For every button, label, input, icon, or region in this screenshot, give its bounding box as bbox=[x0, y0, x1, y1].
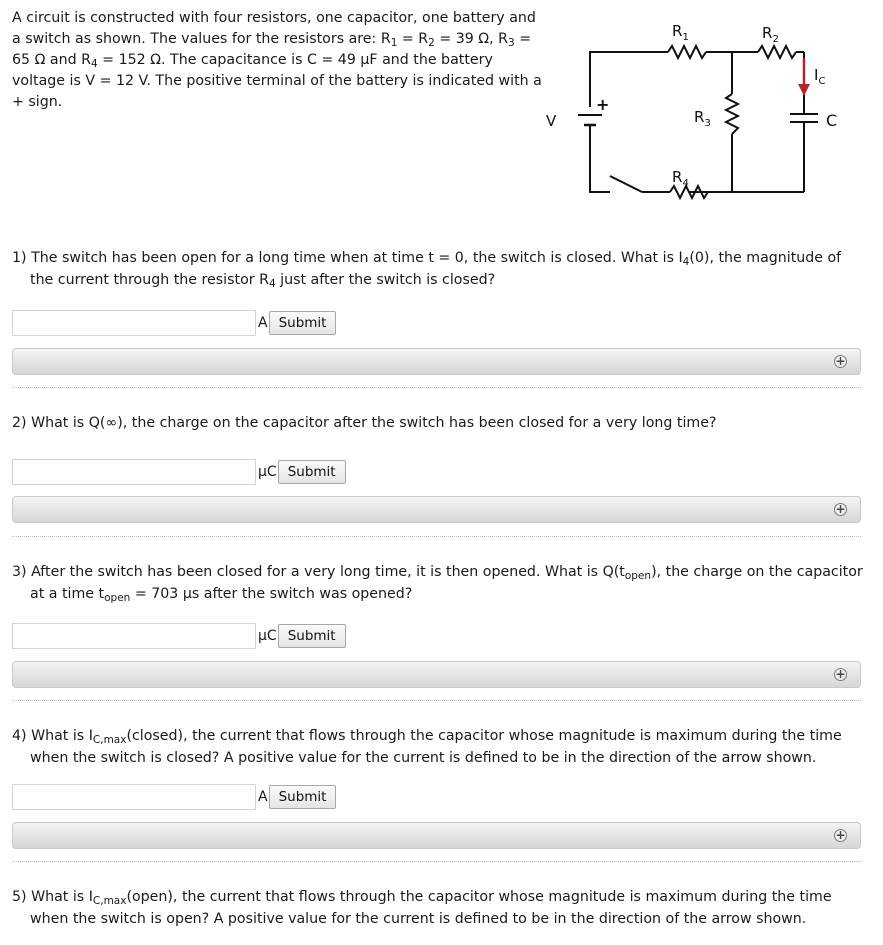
resistor-r2 bbox=[758, 46, 796, 58]
wire-left-bottom bbox=[590, 136, 610, 192]
expand-plus-icon[interactable]: + bbox=[835, 667, 846, 681]
expand-plus-icon[interactable]: + bbox=[835, 828, 846, 842]
submit-button-4[interactable]: Submit bbox=[269, 785, 337, 809]
unit-label-4: A bbox=[258, 789, 268, 805]
switch-arm bbox=[610, 176, 642, 192]
divider-1 bbox=[12, 387, 861, 388]
submit-button-1[interactable]: Submit bbox=[269, 311, 337, 335]
label-v: V bbox=[546, 112, 557, 130]
unit-label-1: A bbox=[258, 315, 268, 331]
submit-button-2[interactable]: Submit bbox=[278, 460, 346, 484]
answer-input-2[interactable] bbox=[12, 459, 256, 485]
answer-row-4 bbox=[12, 784, 336, 810]
hint-bar-1[interactable] bbox=[12, 348, 861, 375]
problem-statement: A circuit is constructed with four resistors, one capacitor, one battery and a switch as shown. The values for the resistors are: $R_1 = R_2 = 39$ Ω, $R_3 = 65$ Ω and $R_4 = 152$ Ω. The capacitance is C = 49 μF and the battery voltage is V = 12 V. The positive terminal of the battery is indicated with a + sign. bbox=[12, 10, 542, 110]
answer-row-1 bbox=[12, 310, 336, 336]
label-ic: $I_C$ bbox=[814, 66, 826, 87]
question-2: 2) What is Q(∞), the charge on the capacitor after the switch has been closed for a very long time? bbox=[12, 415, 717, 431]
answer-row-3 bbox=[12, 623, 346, 649]
question-5: 5) What is $I_{C,max}(open)$, the current that flows through the capacitor whose magnitude is maximum during the time when the switch is open? A positive value for the current is defined to be in the direction of the arrow shown. bbox=[12, 889, 832, 927]
label-r2: $R_2$ bbox=[762, 24, 779, 45]
label-plus: + bbox=[596, 95, 610, 114]
circuit-diagram bbox=[540, 12, 870, 212]
hint-bar-3[interactable] bbox=[12, 661, 861, 688]
expand-plus-icon[interactable]: + bbox=[835, 502, 846, 516]
label-r3: $R_3$ bbox=[694, 108, 711, 129]
label-c: C bbox=[826, 111, 838, 130]
capacitor bbox=[790, 114, 818, 136]
hint-bar-2[interactable] bbox=[12, 496, 861, 523]
unit-label-2: μC bbox=[258, 464, 277, 480]
unit-label-3: μC bbox=[258, 628, 277, 644]
label-r1: $R_1$ bbox=[672, 22, 689, 43]
answer-input-1[interactable] bbox=[12, 310, 256, 336]
answer-input-3[interactable] bbox=[12, 623, 256, 649]
resistor-r3 bbox=[726, 94, 738, 134]
resistor-r1 bbox=[668, 46, 706, 58]
question-1: 1) The switch has been open for a long time when at time t = 0, the switch is closed. What is $I_4(0)$, the magnitude of the current through the resistor $R_4$ just after the switch is closed? bbox=[12, 250, 842, 290]
submit-button-3[interactable]: Submit bbox=[278, 624, 346, 648]
question-4: 4) What is $I_{C,max}(closed)$, the current that flows through the capacitor whose magnitude is maximum during the time when the switch is closed? A positive value for the current is defined to be in the direction of the arrow shown. bbox=[12, 728, 842, 766]
divider-4 bbox=[12, 861, 861, 862]
expand-plus-icon[interactable]: + bbox=[835, 354, 846, 368]
hint-bar-4[interactable] bbox=[12, 822, 861, 849]
divider-2 bbox=[12, 536, 861, 537]
battery bbox=[578, 115, 602, 136]
label-r4: $R_4$ bbox=[672, 168, 689, 189]
answer-input-4[interactable] bbox=[12, 784, 256, 810]
current-arrow-ic bbox=[798, 58, 810, 96]
answer-row-2 bbox=[12, 459, 346, 485]
question-3: 3) After the switch has been closed for a very long time, it is then opened. What is $Q(t_{open})$, the charge on the capacitor at a time $t_{open} = 703$ μs after the switch was opened? bbox=[12, 564, 863, 604]
divider-3 bbox=[12, 700, 861, 701]
